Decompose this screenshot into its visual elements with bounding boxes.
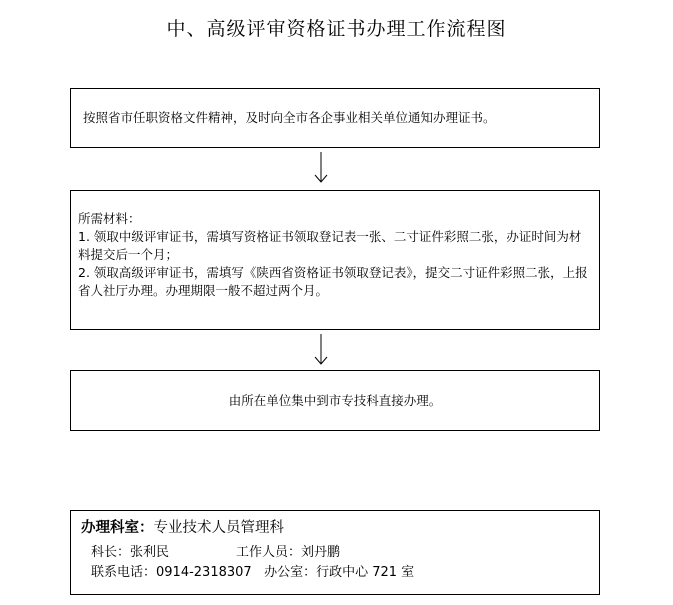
office-info — [70, 510, 600, 595]
flow-step-notify-text: 按照省市任职资格文件精神，及时向全市各企事业相关单位通知办理证书。 — [83, 110, 496, 125]
office-staff-row — [81, 543, 589, 563]
flow-step-submit — [70, 370, 600, 431]
office-contact-row — [81, 563, 589, 583]
flow-step-notify — [70, 88, 600, 148]
office-phone: 联系电话：0914-2318307 — [91, 565, 252, 580]
materials-heading: 所需材料： — [78, 211, 141, 226]
flow-arrow-down-icon — [311, 332, 331, 368]
page-title: 中、高级评审资格证书办理工作流程图 — [166, 18, 507, 40]
flow-step-materials — [70, 190, 600, 330]
flow-arrow-down-icon — [311, 150, 331, 186]
materials-item-intermediate: 1. 领取中级评审证书，需填写资格证书领取登记表一张、二寸证件彩照二张，办证时间为材料提交后一个月； — [78, 229, 582, 262]
materials-item-senior: 2. 领取高级评审证书，需填写《陕西省资格证书领取登记表》，提交二寸证件彩照二张，上报省人社厅办理。办理期限一般不超过两个月。 — [78, 265, 588, 298]
office-chief: 科长：张利民 — [91, 545, 170, 560]
office-header — [81, 517, 589, 539]
office-label: 办理科室： — [81, 520, 154, 536]
office-name: 专业技术人员管理科 — [153, 520, 284, 536]
office-staff: 工作人员：刘丹鹏 — [236, 545, 341, 560]
flow-step-submit-text: 由所在单位集中到市专技科直接办理。 — [228, 392, 442, 408]
office-room: 办公室：行政中心 721 室 — [264, 565, 415, 580]
